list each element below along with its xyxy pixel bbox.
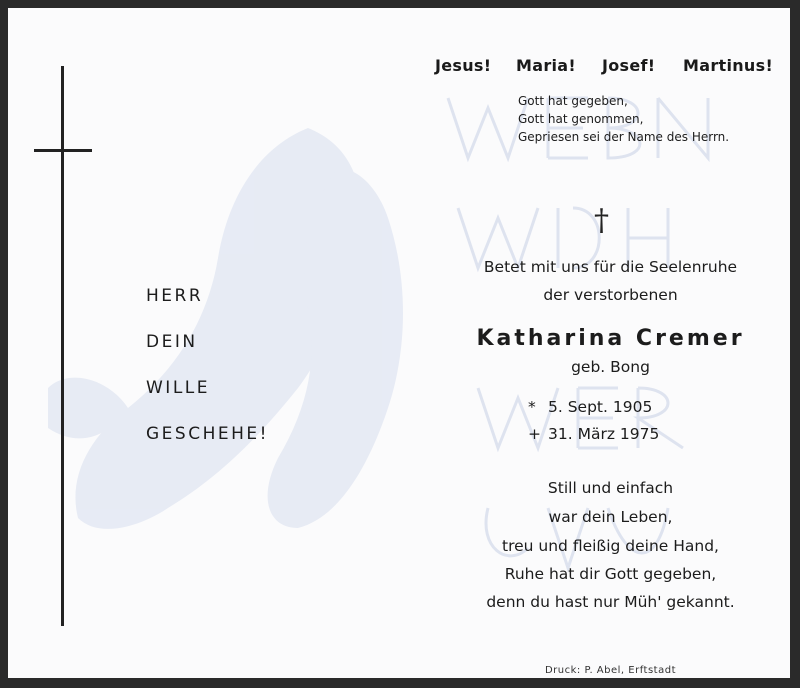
large-cross-horizontal xyxy=(34,149,92,152)
memorial-card xyxy=(8,8,790,678)
invocation-josef: Josef! xyxy=(602,56,656,75)
birth-date-line xyxy=(528,398,652,416)
invocation-martinus: Martinus! xyxy=(683,56,774,75)
poem-line-1: Still und einfach xyxy=(547,479,674,497)
prayer-word-1: HERR xyxy=(146,286,204,306)
psalm-line-2: Gott hat genommen, xyxy=(518,112,644,126)
poem-line-5: denn du hast nur Müh' gekannt. xyxy=(486,593,735,611)
death-date-line xyxy=(528,425,659,443)
prayer-word-4: GESCHEHE! xyxy=(146,424,269,444)
invocation-jesus: Jesus! xyxy=(435,56,492,75)
intro-line-1: Betet mit uns für die Seelenruhe xyxy=(483,258,738,276)
small-cross-icon: † xyxy=(594,203,609,238)
poem-line-4: Ruhe hat dir Gott gegeben, xyxy=(504,565,717,583)
death-cross-icon: + xyxy=(528,425,541,443)
birth-star-icon: * xyxy=(528,398,536,416)
poem-line-3: treu und fleißig deine Hand, xyxy=(502,537,719,555)
psalm-line-3: Gepriesen sei der Name des Herrn. xyxy=(518,130,730,144)
printer-credit: Druck: P. Abel, Erftstadt xyxy=(544,665,676,676)
prayer-word-2: DEIN xyxy=(146,332,198,352)
invocation-maria: Maria! xyxy=(516,56,576,75)
death-date: 31. März 1975 xyxy=(548,425,660,443)
deceased-name: Katharina Cremer xyxy=(476,326,745,351)
prayer-word-3: WILLE xyxy=(146,378,211,398)
intro-line-2: der verstorbenen xyxy=(543,286,678,304)
psalm-line-1: Gott hat gegeben, xyxy=(518,94,628,108)
poem-line-2: war dein Leben, xyxy=(548,508,673,526)
maiden-name: geb. Bong xyxy=(571,358,650,376)
birth-date: 5. Sept. 1905 xyxy=(548,398,653,416)
